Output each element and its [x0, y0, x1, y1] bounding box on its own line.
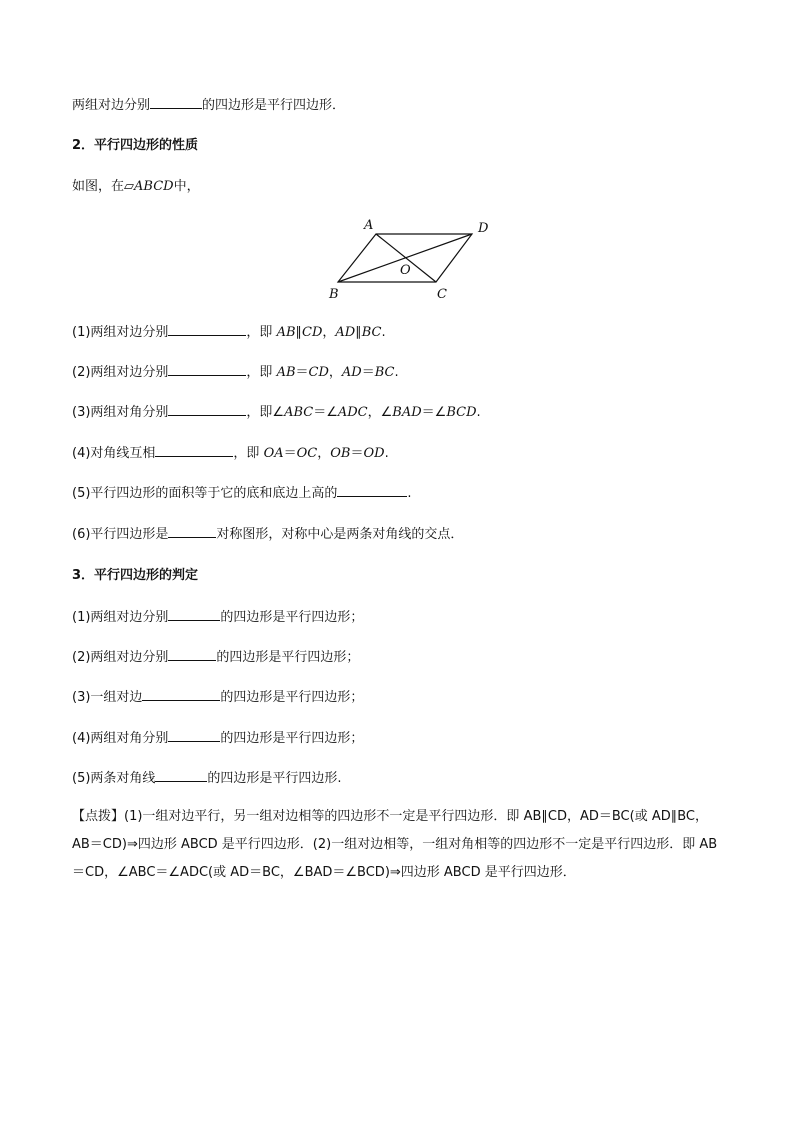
tip-label: 【点拨】 — [72, 809, 125, 824]
criterion-item: (4)两组对角分别 的四边形是平行四边形； — [72, 728, 363, 748]
fill-blank[interactable] — [168, 402, 246, 416]
tip-text: (1)一组对边平行，另一组对边相等的四边形不一定是平行四边形．即 AB∥CD，AD＝BC(或 AD∥BC，AB＝CD)⇒四边形 ABCD 是平行四边形．(2)一组对边相等，一组对角相等的四边形不一定是平行四边形．即 AB＝CD，∠ABC＝∠ADC(或 AD＝BC，∠BAD＝∠BCD)⇒四边形 ABCD 是平行四边形． — [72, 809, 718, 880]
fill-blank[interactable] — [155, 768, 207, 782]
fill-blank[interactable] — [168, 728, 220, 742]
criterion-item: (3)一组对边 的四边形是平行四边形； — [72, 687, 363, 707]
label-o: O — [400, 263, 411, 278]
property-item: (1)两组对边分别 ，即 AB∥CD，AD∥BC. — [72, 322, 386, 342]
criterion-item: (5)两条对角线 的四边形是平行四边形. — [72, 768, 342, 788]
fill-blank[interactable] — [168, 647, 216, 661]
fill-blank[interactable] — [168, 322, 246, 336]
label-c: C — [437, 287, 447, 302]
property-item: (3)两组对角分别 ，即∠ABC＝∠ADC，∠BAD＝∠BCD. — [72, 402, 481, 422]
fill-blank[interactable] — [150, 95, 202, 109]
property-item: (6)平行四边形是 对称图形，对称中心是两条对角线的交点． — [72, 524, 463, 544]
property-item: (2)两组对边分别 ，即 AB＝CD，AD＝BC. — [72, 362, 399, 382]
intro-line — [72, 95, 345, 115]
intro-before: 两组对边分别 — [72, 98, 151, 113]
label-a: A — [364, 218, 374, 233]
fill-blank[interactable] — [337, 483, 407, 497]
fill-blank[interactable] — [168, 524, 216, 538]
criterion-item: (2)两组对边分别 的四边形是平行四边形； — [72, 647, 359, 667]
criterion-item: (1)两组对边分别 的四边形是平行四边形； — [72, 607, 363, 627]
fill-blank[interactable] — [168, 607, 220, 621]
fill-blank[interactable] — [142, 687, 220, 701]
label-b: B — [329, 287, 339, 302]
property-item: (4)对角线互相 ，即 OA＝OC，OB＝OD. — [72, 443, 389, 463]
fill-blank[interactable] — [168, 362, 246, 376]
intro-after: 的四边形是平行四边形． — [202, 98, 346, 113]
property-item: (5)平行四边形的面积等于它的底和底边上高的 . — [72, 483, 412, 503]
section-2-heading: 2．平行四边形的性质 — [72, 138, 199, 153]
parallelogram-diagram — [326, 212, 496, 304]
fill-blank[interactable] — [155, 443, 233, 457]
tip-paragraph — [72, 803, 722, 887]
section-3-heading: 3．平行四边形的判定 — [72, 568, 199, 583]
parallelogram-symbol: ▱ — [124, 179, 135, 194]
section-2-intro: 如图，在▱ABCD中， — [72, 179, 200, 194]
label-d: D — [478, 221, 489, 236]
